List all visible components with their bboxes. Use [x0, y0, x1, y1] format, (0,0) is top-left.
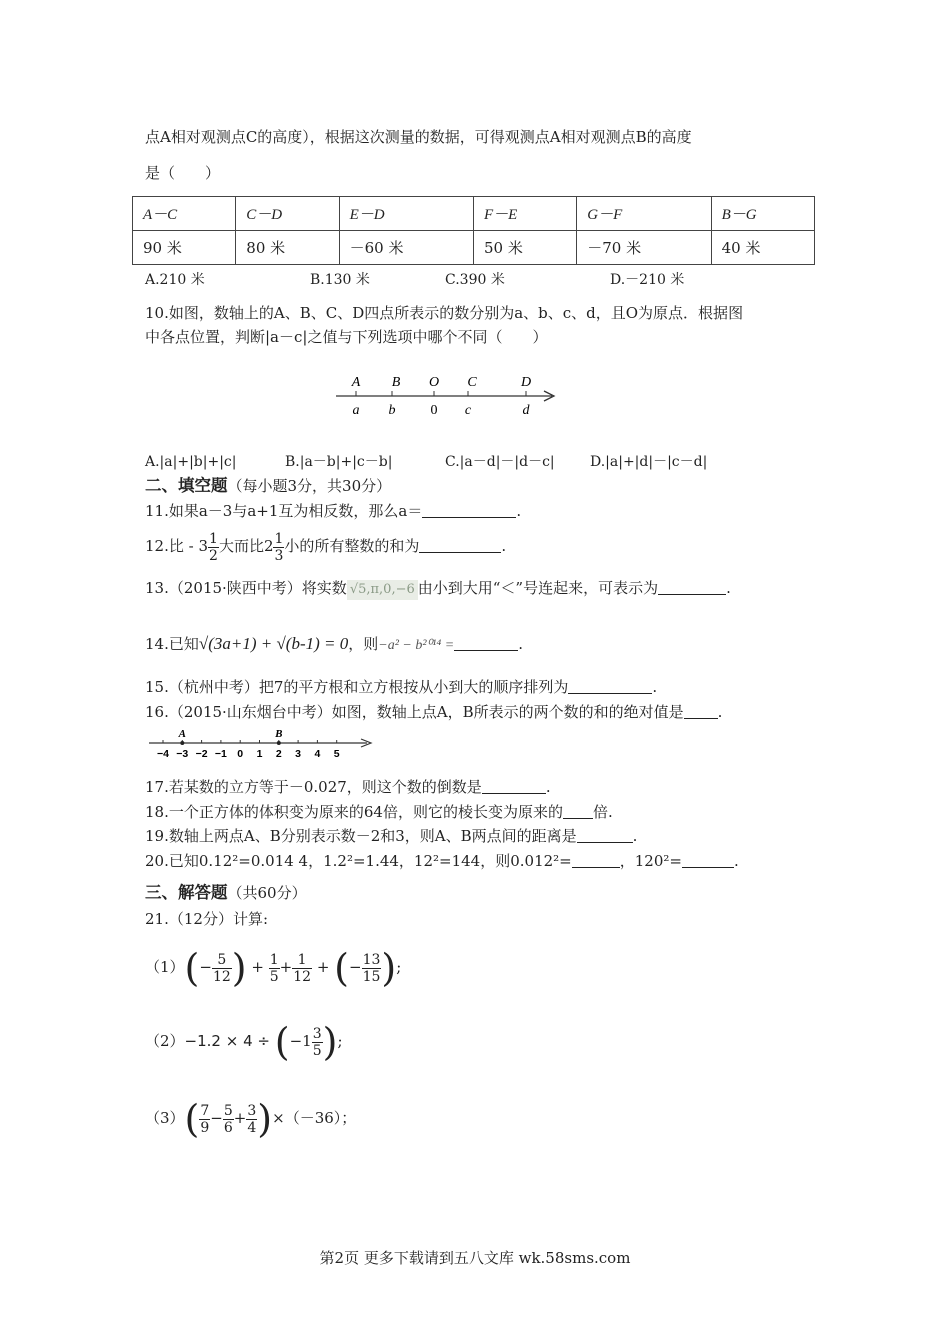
q18-end: 倍.	[592, 803, 613, 821]
table-cell: G－F	[577, 197, 711, 231]
denominator: 2	[209, 547, 218, 564]
value-label-o: 0	[430, 403, 438, 418]
q14-pre: 14.已知	[145, 635, 199, 653]
numerator: 7	[200, 1102, 210, 1119]
point-b-dot	[277, 741, 281, 745]
point-label-a: A	[178, 728, 186, 740]
q11	[145, 501, 521, 521]
answer-blank	[482, 779, 546, 794]
q10-line2: 中各点位置，判断|a－c|之值与下列选项中哪个不同（ ）	[145, 328, 548, 346]
q14-mid: ，则	[348, 635, 379, 653]
table-cell: B－G	[711, 197, 814, 231]
q17-text: 17.若某数的立方等于－0.027，则这个数的倒数是	[145, 778, 482, 796]
numerator: 3	[247, 1102, 257, 1119]
denominator: 6	[223, 1119, 233, 1136]
point-label-c: C	[467, 375, 477, 390]
q13-end: .	[726, 579, 731, 597]
axis-tick-label: −1	[214, 748, 227, 760]
answer-blank	[422, 503, 516, 518]
q10-options	[145, 452, 707, 472]
expression: −1.2 × 4 ÷	[184, 1032, 270, 1050]
section2-heading	[145, 476, 391, 496]
table-cell: 80 米	[236, 231, 339, 265]
q19-end: .	[632, 827, 638, 845]
table-row	[133, 231, 815, 265]
q12-mid: 大而比2	[218, 537, 274, 555]
table-cell: C－D	[236, 197, 339, 231]
whole-part: −1	[289, 1032, 312, 1050]
q20-mid: ，120²=	[619, 852, 682, 870]
fraction	[292, 952, 312, 985]
section-note: （每小题3分，共30分）	[227, 477, 392, 495]
denominator: 12	[293, 968, 312, 985]
axis-tick-label: 4	[314, 748, 321, 760]
axis-tick-label: 5	[333, 748, 340, 760]
number-line-abcd	[330, 368, 570, 426]
denominator: 9	[200, 1119, 210, 1136]
denominator: 15	[362, 968, 381, 985]
numerator: 5	[223, 1102, 233, 1119]
axis-tick-label: −4	[157, 748, 169, 760]
q13-post: 由小到大用“＜”号连起来，可表示为	[417, 579, 659, 597]
q18-text: 18.一个正方体的体积变为原来的64倍，则它的棱长变为原来的	[145, 803, 563, 821]
q21-part1: （1）(− $\frac{5}{12}$ ) + $\frac{1}{5}$ + $\frac{1}{12}$ + (− $\frac{13}{15}$ );	[145, 946, 402, 990]
fraction	[212, 952, 232, 985]
option-d: D.|a|+|d|－|c－d|	[590, 454, 708, 470]
table-cell: 90 米	[133, 231, 236, 265]
option-a: A.|a|+|b|+|c|	[145, 454, 237, 470]
q11-text: 11.如果a－3与a+1互为相反数，那么a＝	[145, 502, 423, 520]
axis-tick-label: 3	[295, 748, 302, 760]
q16-end: .	[717, 703, 723, 721]
axis-tick-label: 2	[275, 748, 282, 760]
answer-blank	[572, 853, 620, 868]
point-label-d: D	[520, 375, 532, 390]
part-label: （2）	[145, 1032, 185, 1050]
fraction-one-third	[273, 531, 284, 564]
denominator: 5	[312, 1042, 322, 1059]
axis-tick-label: 1	[256, 748, 263, 760]
option-a: A.210 米	[145, 272, 205, 288]
answer-blank	[454, 636, 518, 651]
denominator: 5	[269, 968, 279, 985]
q12-end: .	[501, 537, 507, 555]
q14-formula: √(3a+1) + √(b-1) = 0	[198, 634, 349, 653]
value-label-a: a	[352, 403, 360, 418]
numerator: 1	[292, 952, 312, 969]
table-row	[133, 197, 815, 231]
numerator: 5	[212, 952, 232, 969]
section-title: 二、填空题	[145, 476, 228, 495]
real-numbers-image: √5,π,0,−6	[347, 580, 418, 600]
q15-end: .	[652, 678, 658, 696]
q12-post: 小的所有整数的和为	[284, 537, 420, 555]
q13	[145, 578, 731, 600]
fraction	[246, 1103, 257, 1136]
denominator: 3	[274, 547, 284, 564]
q21-head: 21.（12分）计算:	[145, 910, 268, 928]
table-cell: 50 米	[473, 231, 576, 265]
q15-text: 15.（杭州中考）把7的平方根和立方根按从小到大的顺序排列为	[145, 678, 569, 696]
answer-blank	[682, 853, 734, 868]
q10-line1: 10.如图，数轴上的A、B、C、D四点所表示的数分别为a、b、c、d，且O为原点．根据图	[145, 304, 744, 322]
fraction	[223, 1103, 234, 1136]
denominator: 12	[212, 968, 231, 985]
numerator: 1	[269, 951, 279, 968]
q19	[145, 826, 637, 846]
value-label-c: c	[464, 403, 472, 418]
fraction-one-half	[208, 531, 219, 564]
section-note: （共60分）	[227, 884, 307, 902]
q14-expression: −a² − b²⁰¹⁴ =	[378, 638, 455, 653]
section-title: 三、解答题	[145, 883, 228, 902]
point-label-a: A	[351, 375, 361, 390]
q9-options	[145, 270, 684, 290]
height-table	[132, 196, 815, 265]
numerator: 1	[274, 530, 284, 547]
fraction	[199, 1103, 210, 1136]
answer-blank	[577, 828, 633, 843]
q16-text: 16.（2015·山东烟台中考）如图，数轴上点A，B所表示的两个数的和的绝对值是	[145, 703, 684, 721]
q14	[145, 634, 523, 656]
q15	[145, 677, 657, 697]
part-label: （1）	[145, 958, 185, 976]
option-c: C.|a－d|－|d－c|	[445, 454, 555, 470]
option-d: D.－210 米	[610, 272, 685, 288]
q19-text: 19.数轴上两点A、B分别表示数－2和3，则A、B两点间的距离是	[145, 827, 577, 845]
q9-line1: 点A相对观测点C的高度），根据这次测量的数据，可得观测点A相对观测点B的高度	[145, 128, 692, 146]
fraction	[269, 952, 280, 985]
denominator: 4	[247, 1119, 257, 1136]
q20	[145, 851, 739, 871]
table-cell: －70 米	[577, 231, 711, 265]
q17	[145, 777, 551, 797]
value-label-b: b	[388, 403, 396, 418]
tail: ×（－36）；	[272, 1109, 357, 1127]
fraction	[362, 952, 382, 985]
q21-part3: （3）( $\frac{7}{9}$ − $\frac{5}{6}$ + $\frac{3}{4}$ )×（－36）；	[145, 1097, 357, 1141]
page-footer: 第2页 更多下载请到五八文库 wk.58sms.com	[319, 1249, 631, 1267]
q17-end: .	[545, 778, 551, 796]
q16	[145, 702, 722, 722]
section3-heading	[145, 883, 307, 903]
q14-end: .	[518, 635, 523, 653]
axis-tick-label: 0	[237, 748, 244, 760]
table-cell: －60 米	[339, 231, 473, 265]
numerator: 1	[209, 530, 218, 547]
q9-line2: 是（ ）	[145, 164, 221, 182]
table-cell: F－E	[473, 197, 576, 231]
number-line-ab	[145, 726, 380, 762]
point-a-dot	[180, 741, 184, 745]
answer-blank	[419, 538, 501, 553]
option-b: B.|a－b|+|c－b|	[285, 454, 393, 470]
q21-part2: （2）−1.2 × 4 ÷ (−1 $\frac{3}{5}$ );	[145, 1020, 343, 1064]
answer-blank	[568, 679, 652, 694]
table-cell: A－C	[133, 197, 236, 231]
numerator: 3	[312, 1025, 322, 1042]
q12	[145, 527, 506, 565]
q18	[145, 802, 613, 822]
table-cell: E－D	[339, 197, 473, 231]
point-label-b: B	[391, 375, 401, 390]
answer-blank	[563, 804, 593, 819]
option-b: B.130 米	[310, 272, 370, 288]
value-label-d: d	[522, 403, 530, 418]
q11-end: .	[516, 502, 522, 520]
part-label: （3）	[145, 1109, 185, 1127]
axis-tick-label: −2	[195, 748, 208, 760]
point-label-o: O	[428, 375, 440, 390]
answer-blank	[658, 580, 726, 595]
fraction	[312, 1026, 323, 1059]
q20-text: 20.已知0.12²=0.014 4，1.2²=1.44，12²=144，则0.012²=	[145, 852, 572, 870]
q12-pre: 12.比 - 3	[145, 537, 209, 555]
table-cell: 40 米	[711, 231, 814, 265]
numerator: 13	[362, 951, 381, 968]
option-c: C.390 米	[445, 272, 505, 288]
axis-tick-label: −3	[176, 748, 189, 760]
answer-blank	[684, 704, 718, 719]
q20-end: .	[733, 852, 739, 870]
q13-pre: 13.（2015·陕西中考）将实数	[145, 579, 347, 597]
point-label-b: B	[275, 728, 283, 740]
